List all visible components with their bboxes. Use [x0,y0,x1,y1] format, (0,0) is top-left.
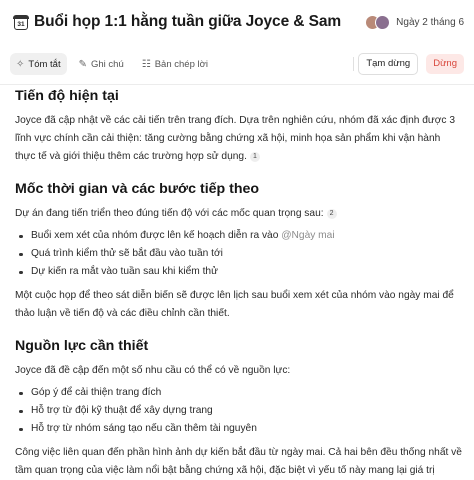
citation-badge[interactable]: 2 [327,209,337,219]
sparkle-icon: ✧ [16,58,25,70]
summary-content [15,88,463,480]
list-item: Quá trình kiểm thử sẽ bắt đầu vào tuần tới [15,245,463,263]
resource-list [15,384,463,438]
tab-label: Ghi chú [90,58,124,70]
list-item: Buổi xem xét của nhóm được lên kế hoạch diễn ra vào @Ngày mai [15,227,463,245]
tab-label: Bản chép lời [154,58,208,70]
participant-avatars[interactable] [365,15,390,30]
divider [353,57,354,71]
section-paragraph: Joyce đã đề cập đến một số nhu cầu có thể có về nguồn lực: [15,365,291,376]
section-heading: Mốc thời gian và các bước tiếp theo [15,181,260,197]
page-title: Buổi họp 1:1 hằng tuần giữa Joyce & Sam [34,13,342,30]
meeting-header [0,0,474,44]
transcript-icon: ☷ [141,58,151,70]
calendar-icon: 31 [14,16,28,30]
section-paragraph: Dự án đang tiến triển theo đúng tiến độ với các mốc quan trọng sau: 2 [15,205,463,223]
recording-controls [353,53,464,75]
divider [0,84,474,85]
milestone-list [15,227,463,281]
section-paragraph: Một cuộc họp để theo sát diễn biến sẽ được lên lịch sau buổi xem xét của nhóm vào ngày mai để thảo luận về tiến độ và các điều chỉnh cần thiết. [15,290,454,319]
notes-toolbar [0,52,474,76]
section-paragraph: Joyce đã cập nhật về các cải tiến trên trang đích. Dựa trên nghiên cứu, nhóm đã xác định được 3 lĩnh vực chính cần cải thiện: tăng cường bằng chứng xã hội, minh họa sản phẩm khi vận hành thực tế và giới thiệu thêm các trường hợp sử dụng. 1 [15,115,455,162]
tab-notes[interactable] [73,53,130,75]
pencil-icon: ✎ [78,58,87,70]
section-heading: Nguồn lực cần thiết [15,338,149,354]
list-item: Dự kiến ra mắt vào tuần sau khi kiểm thử [15,263,463,281]
stop-button[interactable]: Dừng [426,54,464,74]
list-item: Hỗ trợ từ đội kỹ thuật để xây dựng trang [15,402,463,420]
tab-summary[interactable] [10,53,67,75]
pause-button[interactable]: Tạm dừng [358,53,418,75]
list-item: Góp ý để cải thiện trang đích [15,384,463,402]
meeting-date: Ngày 2 tháng 6 [396,16,464,28]
date-mention[interactable]: @Ngày mai [281,230,335,241]
section-paragraph: Công việc liên quan đến phần hình ảnh dự kiến bắt đầu từ ngày mai. Cả hai bên đều thống nhất về tầm quan trọng của việc làm nổi bật bằng chứng xã hội, đặc biệt vì yếu tố này mang lại giá trị [15,447,462,476]
citation-badge[interactable]: 1 [250,152,260,162]
tab-label: Tóm tắt [28,58,61,70]
section-heading: Tiến độ hiện tại [15,88,119,104]
list-item: Hỗ trợ từ nhóm sáng tạo nếu cần thêm tài nguyên [15,420,463,438]
avatar[interactable] [375,15,390,30]
tab-transcript[interactable] [136,53,214,75]
